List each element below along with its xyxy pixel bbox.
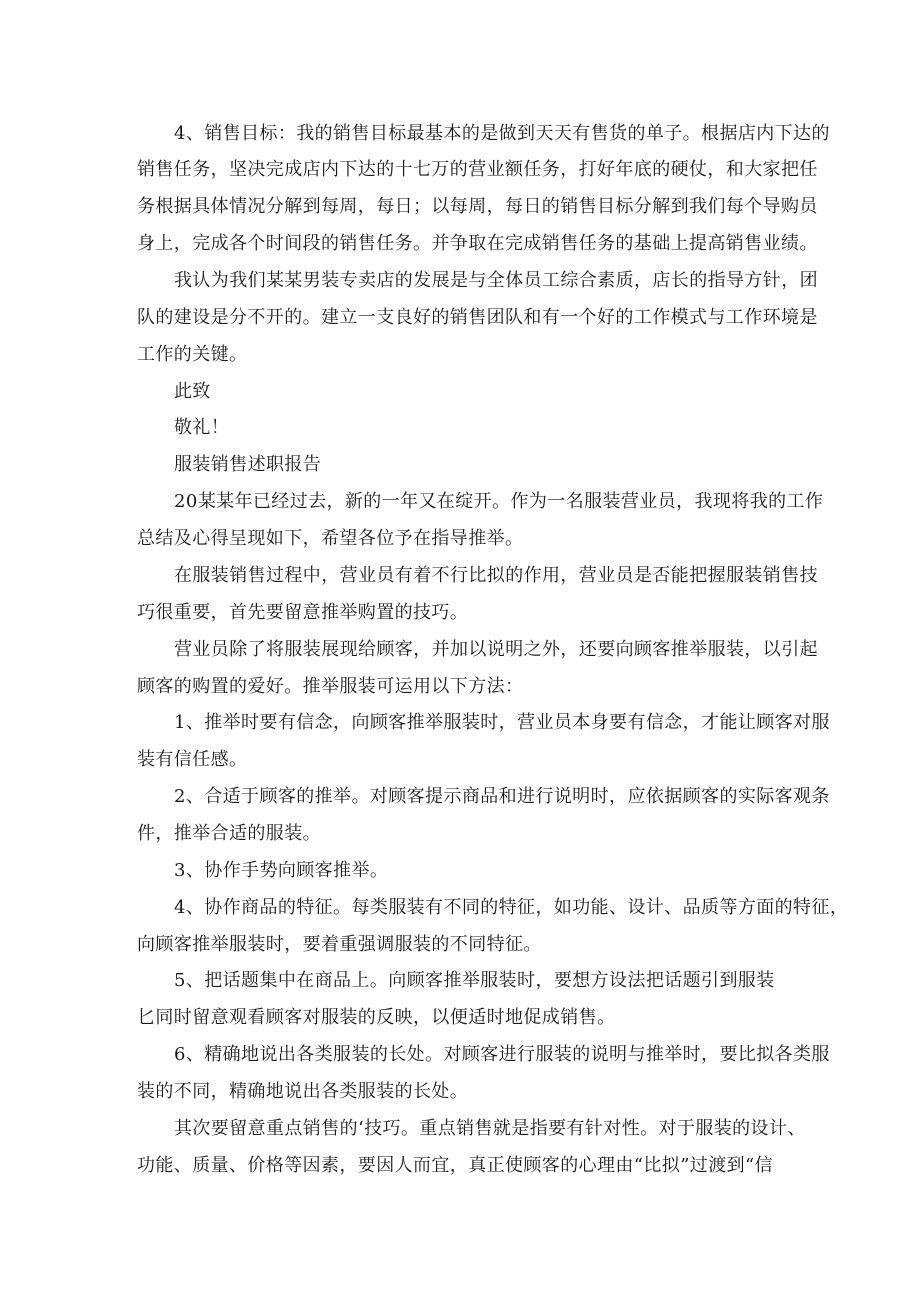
list-item-line: 件，推举合适的服装。 (137, 823, 321, 844)
body-line: 20某某年已经过去，新的一年又在绽开。作为一名服装营业员，我现将我的工作 (174, 491, 824, 512)
body-line: 总结及心得呈现如下，希望各位予在指导推举。 (137, 528, 524, 549)
body-line: 巧很重要，首先要留意推举购置的技巧。 (137, 602, 469, 623)
list-item-line: 3、协作手势向顾客推举。 (174, 860, 389, 881)
list-item-line: 装有信任感。 (137, 749, 248, 770)
body-line: 队的建设是分不开的。建立一支良好的销售团队和有一个好的工作模式与工作环境是 (137, 307, 818, 328)
body-line: 身上，完成各个时间段的销售任务。并争取在完成销售任务的基础上提高销售业绩。 (137, 233, 818, 254)
closing-line: 敬礼！ (174, 417, 230, 438)
list-item-line: 2、合适于顾客的推举。对顾客提示商品和进行说明时，应依据顾客的实际客观条 (174, 786, 830, 807)
closing-line: 此致 (174, 381, 211, 402)
body-line: 销售任务，坚决完成店内下达的十七万的营业额任务，打好年底的硬仗，和大家把任 (137, 159, 818, 180)
body-line: 工作的关键。 (137, 344, 248, 365)
body-line: 其次要留意重点销售的‘技巧。重点销售就是指要有针对性。对于服装的设计、 (174, 1118, 806, 1139)
list-item-line: 4、协作商品的特征。每类服装有不同的特征，如功能、设计、品质等方面的特征， (174, 897, 849, 918)
list-item-line: 6、精确地说出各类服装的长处。对顾客进行服装的说明与推举时，要比拟各类服 (174, 1044, 830, 1065)
section-title: 服装销售述职报告 (174, 454, 322, 475)
list-item-line: 5、把话题集中在商品上。向顾客推举服装时，要想方设法把话题引到服装 (174, 970, 775, 991)
list-item-line: 向顾客推举服装时，要着重强调服装的不同特征。 (137, 934, 542, 955)
list-item-line: 装的不同，精确地说出各类服装的长处。 (137, 1081, 469, 1102)
body-line: 顾客的购置的爱好。推举服装可运用以下方法： (137, 676, 524, 697)
list-item-line: 匕同时留意观看顾客对服装的反映，以便适时地促成销售。 (137, 1007, 616, 1028)
body-line: 4、销售目标：我的销售目标最基本的是做到天天有售货的单子。根据店内下达的 (174, 123, 830, 144)
body-line: 我认为我们某某男装专卖店的发展是与全体员工综合素质，店长的指导方针，团 (174, 270, 818, 291)
body-line: 在服装销售过程中，营业员有着不行比拟的作用，营业员是否能把握服装销售技 (174, 565, 818, 586)
body-line: 营业员除了将服装展现给顾客，并加以说明之外，还要向顾客推举服装，以引起 (174, 639, 818, 660)
body-line: 功能、质量、价格等因素，要因人而宜，真正使顾客的心理由“比拟”过渡到“信 (137, 1155, 774, 1176)
list-item-line: 1、推举时要有信念，向顾客推举服装时，营业员本身要有信念，才能让顾客对服 (174, 712, 830, 733)
body-line: 务根据具体情况分解到每周，每日；以每周，每日的销售目标分解到我们每个导购员 (137, 196, 818, 217)
